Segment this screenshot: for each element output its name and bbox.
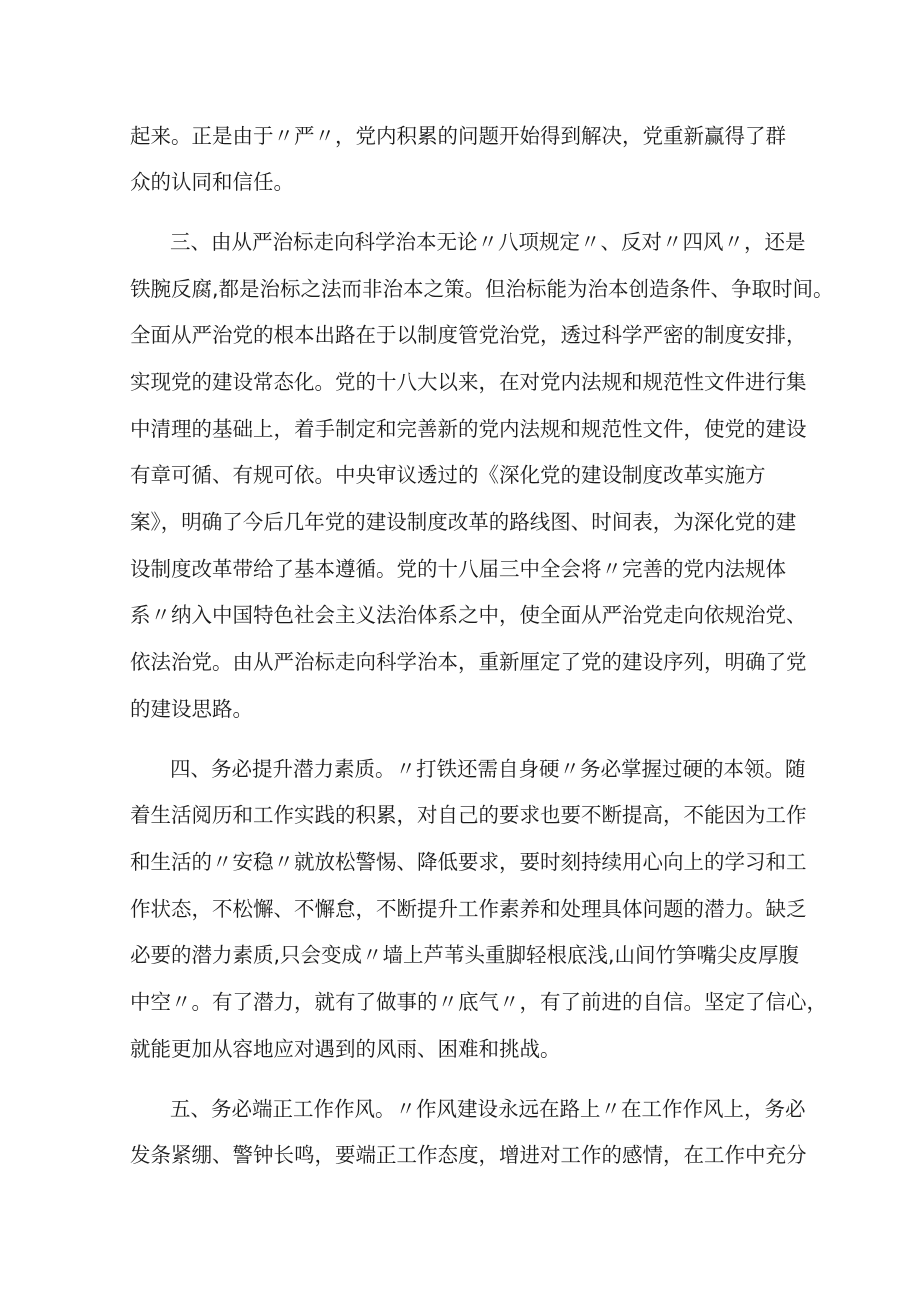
paragraph-2-line-8: 设制度改革带给了基本遵循。党的十八届三中全会将〃完善的党内法规体 bbox=[130, 557, 786, 581]
paragraph-2-line-7: 案》，明确了今后几年党的建设制度改革的路线图、时间表，为深化党的建 bbox=[130, 510, 797, 534]
paragraph-4-line-2: 发条紧绷、警钟长鸣，要端正工作态度，增进对工作的感情，在工作中充分 bbox=[130, 1143, 807, 1167]
paragraph-2-line-3: 全面从严治党的根本出路在于以制度管党治党，透过科学严密的制度安排， bbox=[130, 323, 807, 347]
paragraph-3-line-7: 就能更加从容地应对遇到的风雨、困难和挑战。 bbox=[130, 1037, 561, 1061]
paragraph-2-line-4: 实现党的建设常态化。党的十八大以来，在对党内法规和规范性文件进行集 bbox=[130, 370, 807, 394]
paragraph-3-line-1: 四、务必提升潜力素质。〃打铁还需自身硬〃务必掌握过硬的本领。随 bbox=[170, 757, 806, 781]
paragraph-2-line-6: 有章可循、有规可依。中央审议透过的《深化党的建设制度改革实施方 bbox=[130, 463, 766, 487]
paragraph-1-line-2: 众的认同和信任。 bbox=[130, 170, 294, 194]
paragraph-1-line-1: 起来。正是由于〃严〃，党内积累的问题开始得到解决，党重新赢得了群 bbox=[130, 124, 786, 148]
paragraph-2-line-11: 的建设思路。 bbox=[130, 697, 253, 721]
paragraph-3-line-6: 中空〃。有了潜力，就有了做事的〃底气〃，有了前进的自信。坚定了信心， bbox=[130, 990, 827, 1014]
body-text bbox=[130, 0, 834, 1301]
paragraph-2-line-1: 三、由从严治标走向科学治本无论〃八项规定〃、反对〃四风〃，还是 bbox=[170, 230, 806, 254]
paragraph-2-line-5: 中清理的基础上，着手制定和完善新的党内法规和规范性文件，使党的建设 bbox=[130, 417, 807, 441]
paragraph-2-line-10: 依法治党。由从严治标走向科学治本，重新厘定了党的建设序列，明确了党 bbox=[130, 650, 807, 674]
paragraph-2-line-2: 铁腕反腐,都是治标之法而非治本之策。但治标能为治本创造条件、争取时间。 bbox=[130, 277, 834, 301]
paragraph-4-line-1: 五、务必端正工作作风。〃作风建设永远在路上〃在工作作风上，务必 bbox=[170, 1097, 806, 1121]
paragraph-3-line-4: 作状态，不松懈、不懈怠，不断提升工作素养和处理具体问题的潜力。缺乏 bbox=[130, 897, 807, 921]
paragraph-3-line-5: 必要的潜力素质,只会变成〃墙上芦苇头重脚轻根底浅,山间竹笋嘴尖皮厚腹 bbox=[130, 943, 800, 967]
paragraph-2-line-9: 系〃纳入中国特色社会主义法治体系之中，使全面从严治党走向依规治党、 bbox=[130, 603, 807, 627]
paragraph-3-line-2: 着生活阅历和工作实践的积累，对自己的要求也要不断提高，不能因为工作 bbox=[130, 803, 807, 827]
paragraph-3-line-3: 和生活的〃安稳〃就放松警惕、降低要求，要时刻持续用心向上的学习和工 bbox=[130, 850, 807, 874]
